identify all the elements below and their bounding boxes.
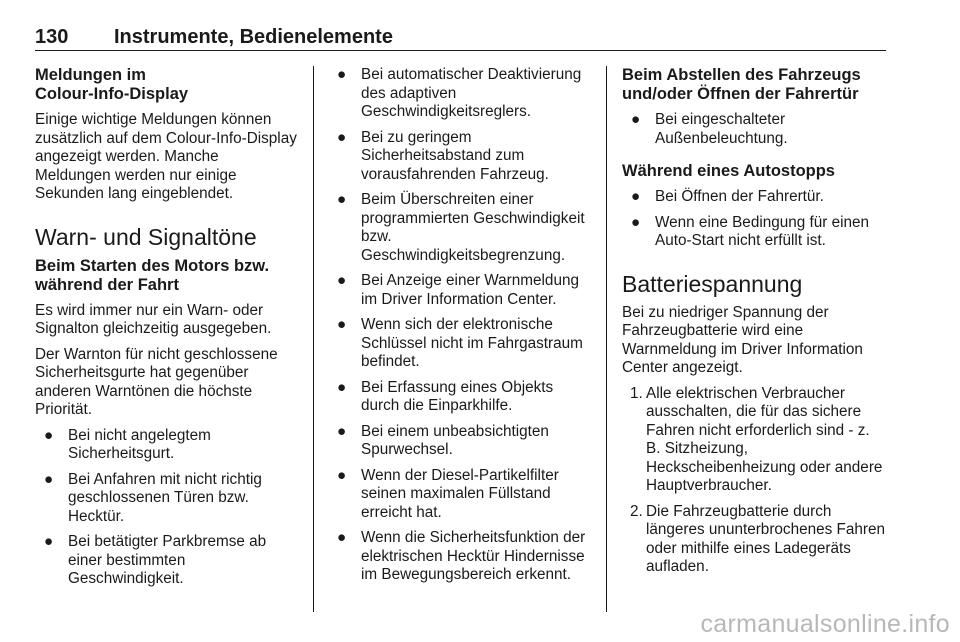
column-2 bbox=[328, 66, 590, 592]
numbered-list bbox=[622, 385, 886, 577]
bullet-icon: ● bbox=[44, 426, 54, 444]
list-item-text: Bei eingeschalteter Außenbeleuchtung. bbox=[655, 111, 788, 147]
bullet-icon: ● bbox=[337, 272, 347, 289]
list-item-text: Alle elektrischen Verbraucher ausschalten, die für das sichere Fahren nicht erforderlich sind - z. B. Sitzheizung, Heckscheibenheizung oder andere Hauptverbraucher. bbox=[646, 384, 883, 494]
list-item-text: Bei Öffnen der Fahrertür. bbox=[655, 188, 824, 205]
heading-line: Beim Starten des Motors bzw. bbox=[35, 256, 270, 275]
list-item bbox=[328, 467, 590, 523]
bullet-icon: ● bbox=[44, 533, 54, 550]
list-number: 1. bbox=[630, 384, 643, 402]
list-item-text: Bei betätigter Parkbremse ab einer bestimmten Geschwindigkeit. bbox=[68, 533, 267, 587]
list-item bbox=[328, 272, 590, 309]
list-item-text: Bei nicht angelegtem Sicherheitsgurt. bbox=[68, 426, 211, 462]
list-item bbox=[328, 129, 590, 185]
list-item bbox=[328, 379, 590, 416]
bullet-list bbox=[328, 66, 590, 585]
list-item-text: Wenn der Diesel-Partikelfilter seinen maximalen Füllstand erreicht hat. bbox=[361, 466, 559, 521]
list-item bbox=[328, 66, 590, 122]
bullet-icon: ● bbox=[337, 422, 347, 440]
list-item bbox=[328, 529, 590, 585]
heading-line: während der Fahrt bbox=[35, 275, 179, 294]
bullet-icon: ● bbox=[44, 470, 54, 488]
paragraph: Bei zu niedriger Spannung der Fahrzeugbatterie wird eine Warnmeldung im Driver Information Center angezeigt. bbox=[622, 303, 863, 376]
list-item bbox=[328, 423, 590, 460]
bullet-list bbox=[622, 188, 886, 251]
list-item-text: Wenn die Sicherheitsfunktion der elektrischen Hecktür Hindernisse im Bewegungsbereich erkennt. bbox=[361, 529, 586, 583]
paragraph: Es wird immer nur ein Warn- oder Signalton gleichzeitig ausgegeben. bbox=[35, 301, 272, 337]
heading-beim-abstellen bbox=[622, 66, 886, 104]
heading-line: Beim Abstellen des Fahrzeugs bbox=[622, 66, 861, 84]
column-1 bbox=[35, 66, 297, 596]
running-title: Instrumente, Bedienelemente bbox=[114, 26, 393, 48]
heading-line: Colour-Info-Display bbox=[35, 85, 189, 103]
page-number: 130 bbox=[35, 26, 69, 48]
list-item bbox=[35, 533, 297, 589]
bullet-icon: ● bbox=[337, 316, 347, 333]
list-item-text: Die Fahrzeugbatterie durch längeres ununterbrochenes Fahren oder mithilfe eines Ladegeräts aufladen. bbox=[646, 502, 885, 575]
section-title-batteriespannung: Batteriespannung bbox=[622, 270, 803, 297]
heading-line: und/oder Öffnen der Fahrertür bbox=[622, 85, 859, 103]
heading-line: Meldungen im bbox=[35, 66, 146, 84]
list-item-text: Bei Anzeige einer Warnmeldung im Driver Information Center. bbox=[361, 272, 579, 308]
page-header bbox=[35, 26, 886, 48]
bullet-icon: ● bbox=[337, 529, 347, 546]
heading-autostopp: Während eines Autostopps bbox=[622, 162, 835, 180]
list-item-text: Bei zu geringem Sicherheitsabstand zum vorausfahrenden Fahrzeug. bbox=[361, 128, 549, 183]
list-item bbox=[35, 427, 297, 464]
section-title-warn-signaltoene: Warn- und Signaltöne bbox=[35, 223, 257, 250]
list-item bbox=[622, 188, 886, 207]
list-item-text: Bei einem unbeabsichtigten Spurwechsel. bbox=[361, 422, 549, 458]
list-item-text: Beim Überschreiten einer programmierten Geschwindigkeit bzw. Geschwindigkeitsbegrenzung. bbox=[361, 191, 585, 264]
watermark: carmanualsonline.info bbox=[700, 610, 950, 638]
paragraph: Einige wichtige Meldungen können zusätzlich auf dem Colour-Info-Display angezeigt werden. Manche Meldungen werden nur einige Sekunden lang eingeblendet. bbox=[35, 111, 297, 202]
column-divider bbox=[313, 66, 314, 612]
list-item-text: Bei automatischer Deaktivierung des adaptiven Geschwindigkeitsreglers. bbox=[361, 66, 582, 120]
paragraph: Der Warnton für nicht geschlossene Sicherheitsgurte hat gegenüber anderen Warntönen die höchste Priorität. bbox=[35, 345, 278, 418]
list-item bbox=[35, 471, 297, 527]
column-3 bbox=[622, 66, 886, 584]
list-item bbox=[622, 385, 886, 496]
list-item bbox=[622, 503, 886, 577]
header-rule bbox=[35, 50, 886, 51]
list-item bbox=[622, 214, 886, 251]
list-item-text: Bei Erfassung eines Objekts durch die Einparkhilfe. bbox=[361, 378, 554, 414]
bullet-icon: ● bbox=[337, 66, 347, 83]
bullet-icon: ● bbox=[337, 191, 347, 208]
list-item bbox=[328, 191, 590, 265]
bullet-icon: ● bbox=[337, 466, 347, 484]
heading-beim-starten bbox=[35, 257, 297, 295]
heading-colour-info-display bbox=[35, 66, 297, 104]
bullet-icon: ● bbox=[631, 213, 641, 231]
bullet-icon: ● bbox=[337, 128, 347, 146]
list-item-text: Wenn sich der elektronische Schlüssel nicht im Fahrgastraum befindet. bbox=[361, 316, 583, 370]
bullet-icon: ● bbox=[631, 188, 641, 205]
list-item-text: Wenn eine Bedingung für einen Auto-Start nicht erfüllt ist. bbox=[655, 213, 870, 249]
list-item bbox=[328, 316, 590, 372]
column-divider bbox=[606, 66, 607, 612]
list-number: 2. bbox=[630, 502, 643, 520]
list-item bbox=[622, 111, 886, 148]
bullet-list bbox=[622, 111, 886, 148]
bullet-list bbox=[35, 427, 297, 589]
bullet-icon: ● bbox=[337, 378, 347, 396]
bullet-icon: ● bbox=[631, 111, 641, 128]
list-item-text: Bei Anfahren mit nicht richtig geschlossenen Türen bzw. Hecktür. bbox=[68, 470, 262, 525]
